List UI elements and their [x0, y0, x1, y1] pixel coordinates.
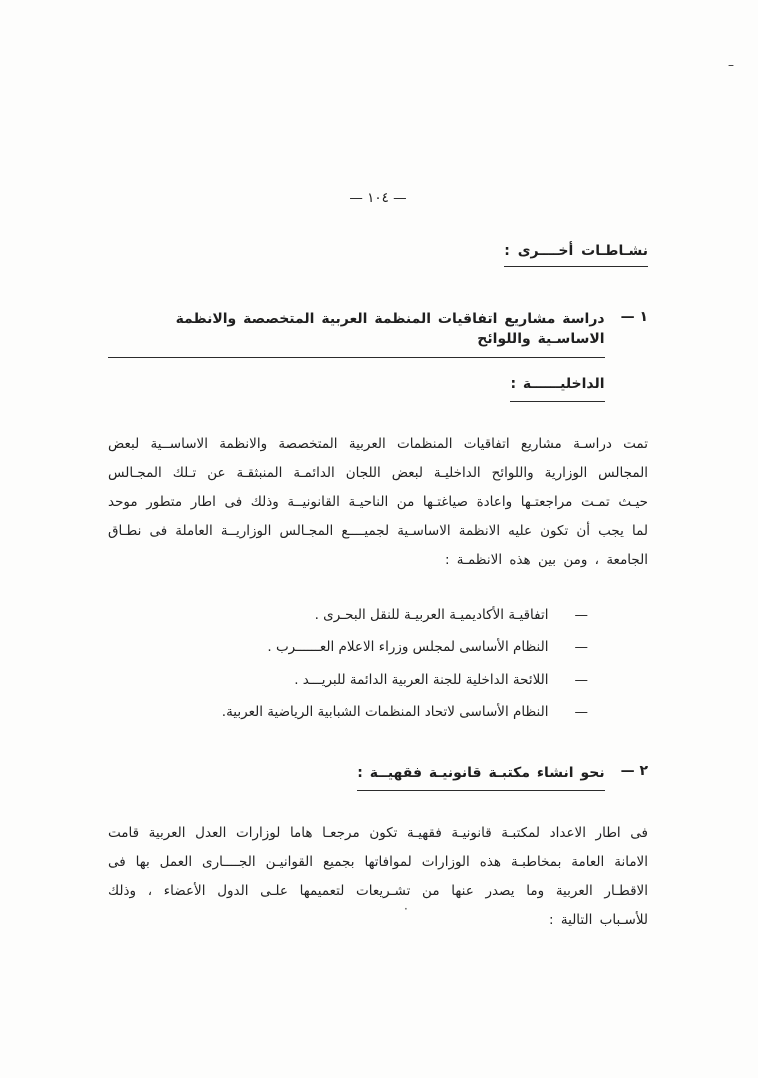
- item1-header: [108, 309, 648, 402]
- bullet-text: اللائحة الداخلية للجنة العربية الدائمة للبريـــد .: [294, 671, 549, 688]
- list-item: [108, 664, 588, 697]
- item1-title-line1: دراسة مشاريع اتفاقيات المنظمة العربية المتخصصة والانظمة الاساسـية واللوائح: [108, 309, 605, 358]
- list-item: [108, 631, 588, 664]
- item2-title-line: نحو انشاء مكتبـة قانونيـة فقهيــة :: [357, 763, 604, 791]
- item2-number: ٢ —: [620, 762, 648, 779]
- page-number: — ١٠٤ —: [349, 190, 407, 206]
- corner-mark: –: [728, 58, 734, 72]
- bullet-text: النظام الأساسى لاتحاد المنظمات الشبابية الرياضية العربية.: [221, 704, 549, 721]
- item1-title-line2: الداخليــــــة :: [510, 374, 604, 402]
- item1-bullet-list: [108, 599, 648, 729]
- bullet-text: اتفاقيـة الأكاديميـة العربيـة للنقل البحـرى .: [314, 606, 549, 623]
- item1-title: [108, 309, 605, 402]
- bullet-dash: —: [574, 704, 588, 721]
- item1-number: ١ —: [620, 309, 648, 325]
- bullet-dash: —: [574, 671, 588, 688]
- item1-paragraph: تمت دراسـة مشاريع اتفاقيات المنظمات العربية المتخصصة والانظمة الاساســية لبعض المجالس الوزارية واللوائح الداخليـة لبعض اللجان الدائمـة المنبثقـة عن تـلك المجـالس حيـث تمـت مراجعتـها واعادة صياغتـها من الناحيـة القانونيــة وذلك فى اطار متطور موحد لما يجب أن تكون عليه الانظمة الاساسـية لجميــــع المجـالس الوزاريــة العاملة فى نطـاق الجامعة ، ومن بين هذه الانظمـة :: [108, 435, 648, 568]
- list-item: [108, 599, 588, 632]
- section-title: نشـاطـات أخــــرى :: [504, 243, 648, 267]
- bullet-dash: —: [574, 639, 588, 656]
- bullet-dash: —: [574, 606, 588, 623]
- item2-paragraph: فى اطار الاعداد لمكتبـة قانونيـة فقهيـة تكون مرجعـا هاما لوزارات العدل العربية قامت الامانة العامة بمخاطبـة هذه الوزارات لموافاتها بجميع القوانيـن الجــــارى العمل بها فى الاقطـار العربية وما يصدر عنها من تشـريعات لتعميمها علـى الدول الأعضاء ، وذلك للأسـباب التالية :: [108, 825, 648, 929]
- item1-title-line2-wrap: [108, 374, 605, 402]
- item2-title: [357, 763, 604, 791]
- list-item: [108, 696, 588, 729]
- footer-dot: ·: [404, 902, 408, 916]
- section-title-wrap: [108, 240, 648, 267]
- bullet-text: النظام الأساسى لمجلس وزراء الاعلام العــــــرب .: [267, 639, 549, 656]
- item2-header: [108, 763, 648, 791]
- page-content: [108, 190, 648, 935]
